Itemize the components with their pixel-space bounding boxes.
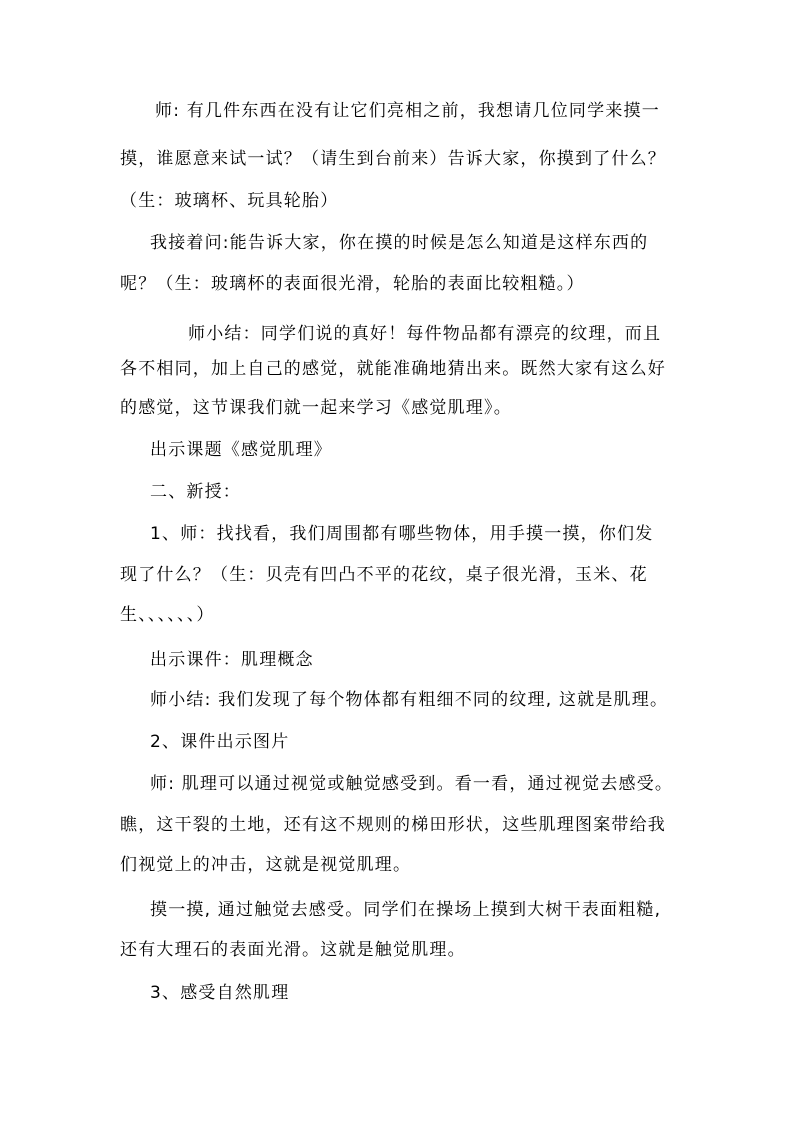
text-line-13: 生、、、、、、） — [120, 605, 215, 625]
text-line-20: 摸一摸, 通过触觉去感受。同学们在操场上摸到大树干表面粗糙, — [150, 900, 662, 920]
text-line-6: 师小结：同学们说的真好！每件物品都有漂亮的纹理，而且 — [188, 324, 662, 344]
text-line-14: 出示课件：肌理概念 — [150, 650, 314, 670]
text-line-15: 师小结: 我们发现了每个物体都有粗细不同的纹理, 这就是肌理。 — [150, 690, 669, 710]
text-line-17: 师: 肌理可以通过视觉或触觉感受到。看一看，通过视觉去感受。 — [150, 774, 674, 794]
text-line-12: 现了什么？（生：贝壳有凹凸不平的花纹，桌子很光滑，玉米、花 — [120, 565, 648, 585]
text-line-18: 瞧，这干裂的土地，还有这不规则的梯田形状，这些肌理图案带给我 — [120, 815, 666, 835]
text-line-11: 1、师：找找看，我们周围都有哪些物体，用手摸一摸，你们发 — [150, 524, 654, 544]
text-line-4: 我接着问:能告诉大家，你在摸的时候是怎么知道是这样东西的 — [150, 233, 649, 253]
text-line-21: 还有大理石的表面光滑。这就是触觉肌理。 — [120, 940, 466, 960]
text-line-1: 师: 有几件东西在没有让它们亮相之前，我想请几位同学来摸一 — [155, 101, 660, 121]
text-line-22: 3、感受自然肌理 — [150, 983, 290, 1003]
text-line-16: 2、课件出示图片 — [150, 732, 290, 752]
text-line-5: 呢？（生：玻璃杯的表面很光滑，轮胎的表面比较粗糙。） — [120, 274, 585, 294]
text-line-9: 出示课题《感觉肌理》 — [150, 440, 332, 460]
text-line-19: 们视觉上的冲击，这就是视觉肌理。 — [120, 855, 412, 875]
text-line-8: 的感觉，这节课我们就一起来学习《感觉肌理》。 — [120, 398, 512, 418]
text-line-7: 各不相同，加上自己的感觉，就能准确地猜出来。既然大家有这么好 — [120, 359, 666, 379]
text-line-2: 摸，谁愿意来试一试？（请生到台前来）告诉大家，你摸到了什么？ — [120, 149, 666, 169]
text-line-3: （生：玻璃杯、玩具轮胎） — [120, 191, 339, 211]
text-line-10: 二、新授： — [150, 482, 241, 502]
